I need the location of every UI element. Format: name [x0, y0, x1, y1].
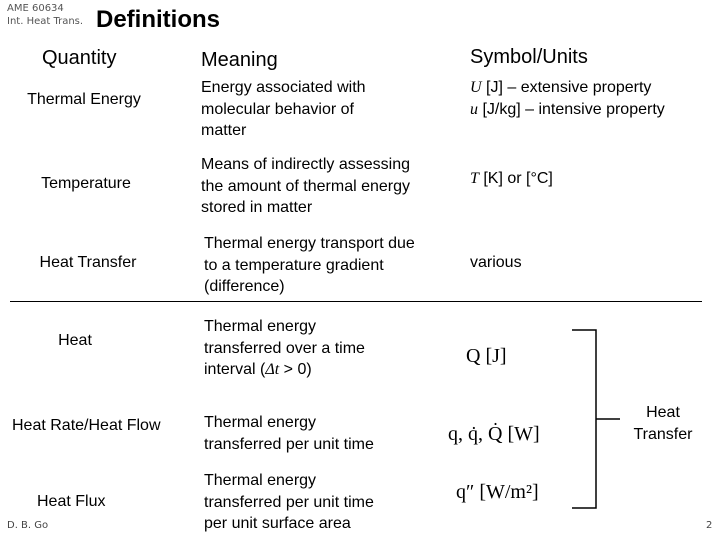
quantity-temperature: Temperature: [41, 175, 131, 192]
symbol-text: [J/kg] – intensive property: [478, 100, 665, 118]
course-code: AME 60634: [7, 3, 64, 14]
meaning-thermal-energy: [201, 77, 461, 142]
symbol-line: [470, 99, 665, 121]
meaning-line: transferred over a time: [204, 339, 365, 357]
section-divider: [10, 301, 702, 302]
symbol-heat-transfer: various: [470, 254, 522, 271]
meaning-heat-rate: [204, 412, 444, 455]
symbol-var: T: [470, 170, 479, 187]
symbol-line: [470, 77, 665, 99]
meaning-line: (difference): [204, 278, 285, 295]
meaning-line: Thermal energy: [204, 472, 317, 489]
meaning-line: Thermal energy: [204, 414, 317, 431]
meaning-line: [204, 359, 444, 381]
meaning-heat: [204, 316, 444, 381]
quantity-heat-flux: Heat Flux: [37, 493, 106, 510]
bracket-label: [620, 402, 706, 445]
symbol-column-header: Symbol/Units: [470, 46, 588, 68]
meaning-line: to a temperature gradient: [204, 256, 384, 274]
interval-suffix: > 0): [279, 361, 312, 378]
meaning-line: stored in matter: [201, 199, 313, 216]
quantity-thermal-energy: Thermal Energy: [27, 91, 141, 108]
quantity-heat-transfer: Heat Transfer: [39, 254, 137, 271]
symbol-heat: Q [J]: [466, 345, 507, 367]
symbol-thermal-energy: [470, 77, 665, 120]
meaning-line: per unit surface area: [204, 515, 351, 532]
quantity-column-header: Quantity: [42, 47, 117, 69]
meaning-column-header: Meaning: [201, 49, 278, 71]
meaning-line: Thermal energy: [204, 318, 317, 335]
quantity-heat-rate: Heat Rate/Heat Flow: [12, 417, 161, 434]
symbol-heat-rate: q, q̇, Q̇ [W]: [448, 423, 540, 445]
quantity-heat: Heat: [58, 332, 92, 349]
meaning-line: transferred per unit time: [204, 493, 374, 511]
meaning-heat-transfer: [204, 233, 464, 298]
meaning-line: Means of indirectly assessing: [201, 156, 410, 173]
symbol-text: [K] or [°C]: [478, 170, 553, 187]
page-number: 2: [706, 520, 713, 531]
interval-prefix: interval (: [204, 361, 266, 378]
symbol-var: U: [470, 79, 482, 96]
course-name: Int. Heat Trans.: [7, 16, 84, 27]
meaning-line: transferred per unit time: [204, 435, 374, 453]
delta-t-symbol: Δt: [265, 361, 280, 378]
symbol-heat-flux: q″ [W/m²]: [456, 481, 539, 503]
meaning-line: Thermal energy transport due: [204, 235, 415, 252]
bracket-label-line: Heat: [646, 404, 680, 421]
meaning-line: Energy associated with: [201, 79, 366, 96]
author-footer: D. B. Go: [7, 520, 49, 531]
symbol-text: [J] – extensive property: [481, 79, 652, 96]
page-title: Definitions: [96, 6, 220, 33]
meaning-line: the amount of thermal energy: [201, 177, 411, 195]
meaning-line: matter: [201, 122, 247, 139]
meaning-line: molecular behavior of: [201, 100, 354, 118]
meaning-heat-flux: [204, 470, 444, 535]
meaning-temperature: [201, 154, 461, 219]
symbol-temperature: [470, 168, 553, 190]
bracket-label-line: Transfer: [633, 425, 693, 443]
symbol-var: u: [470, 100, 478, 118]
